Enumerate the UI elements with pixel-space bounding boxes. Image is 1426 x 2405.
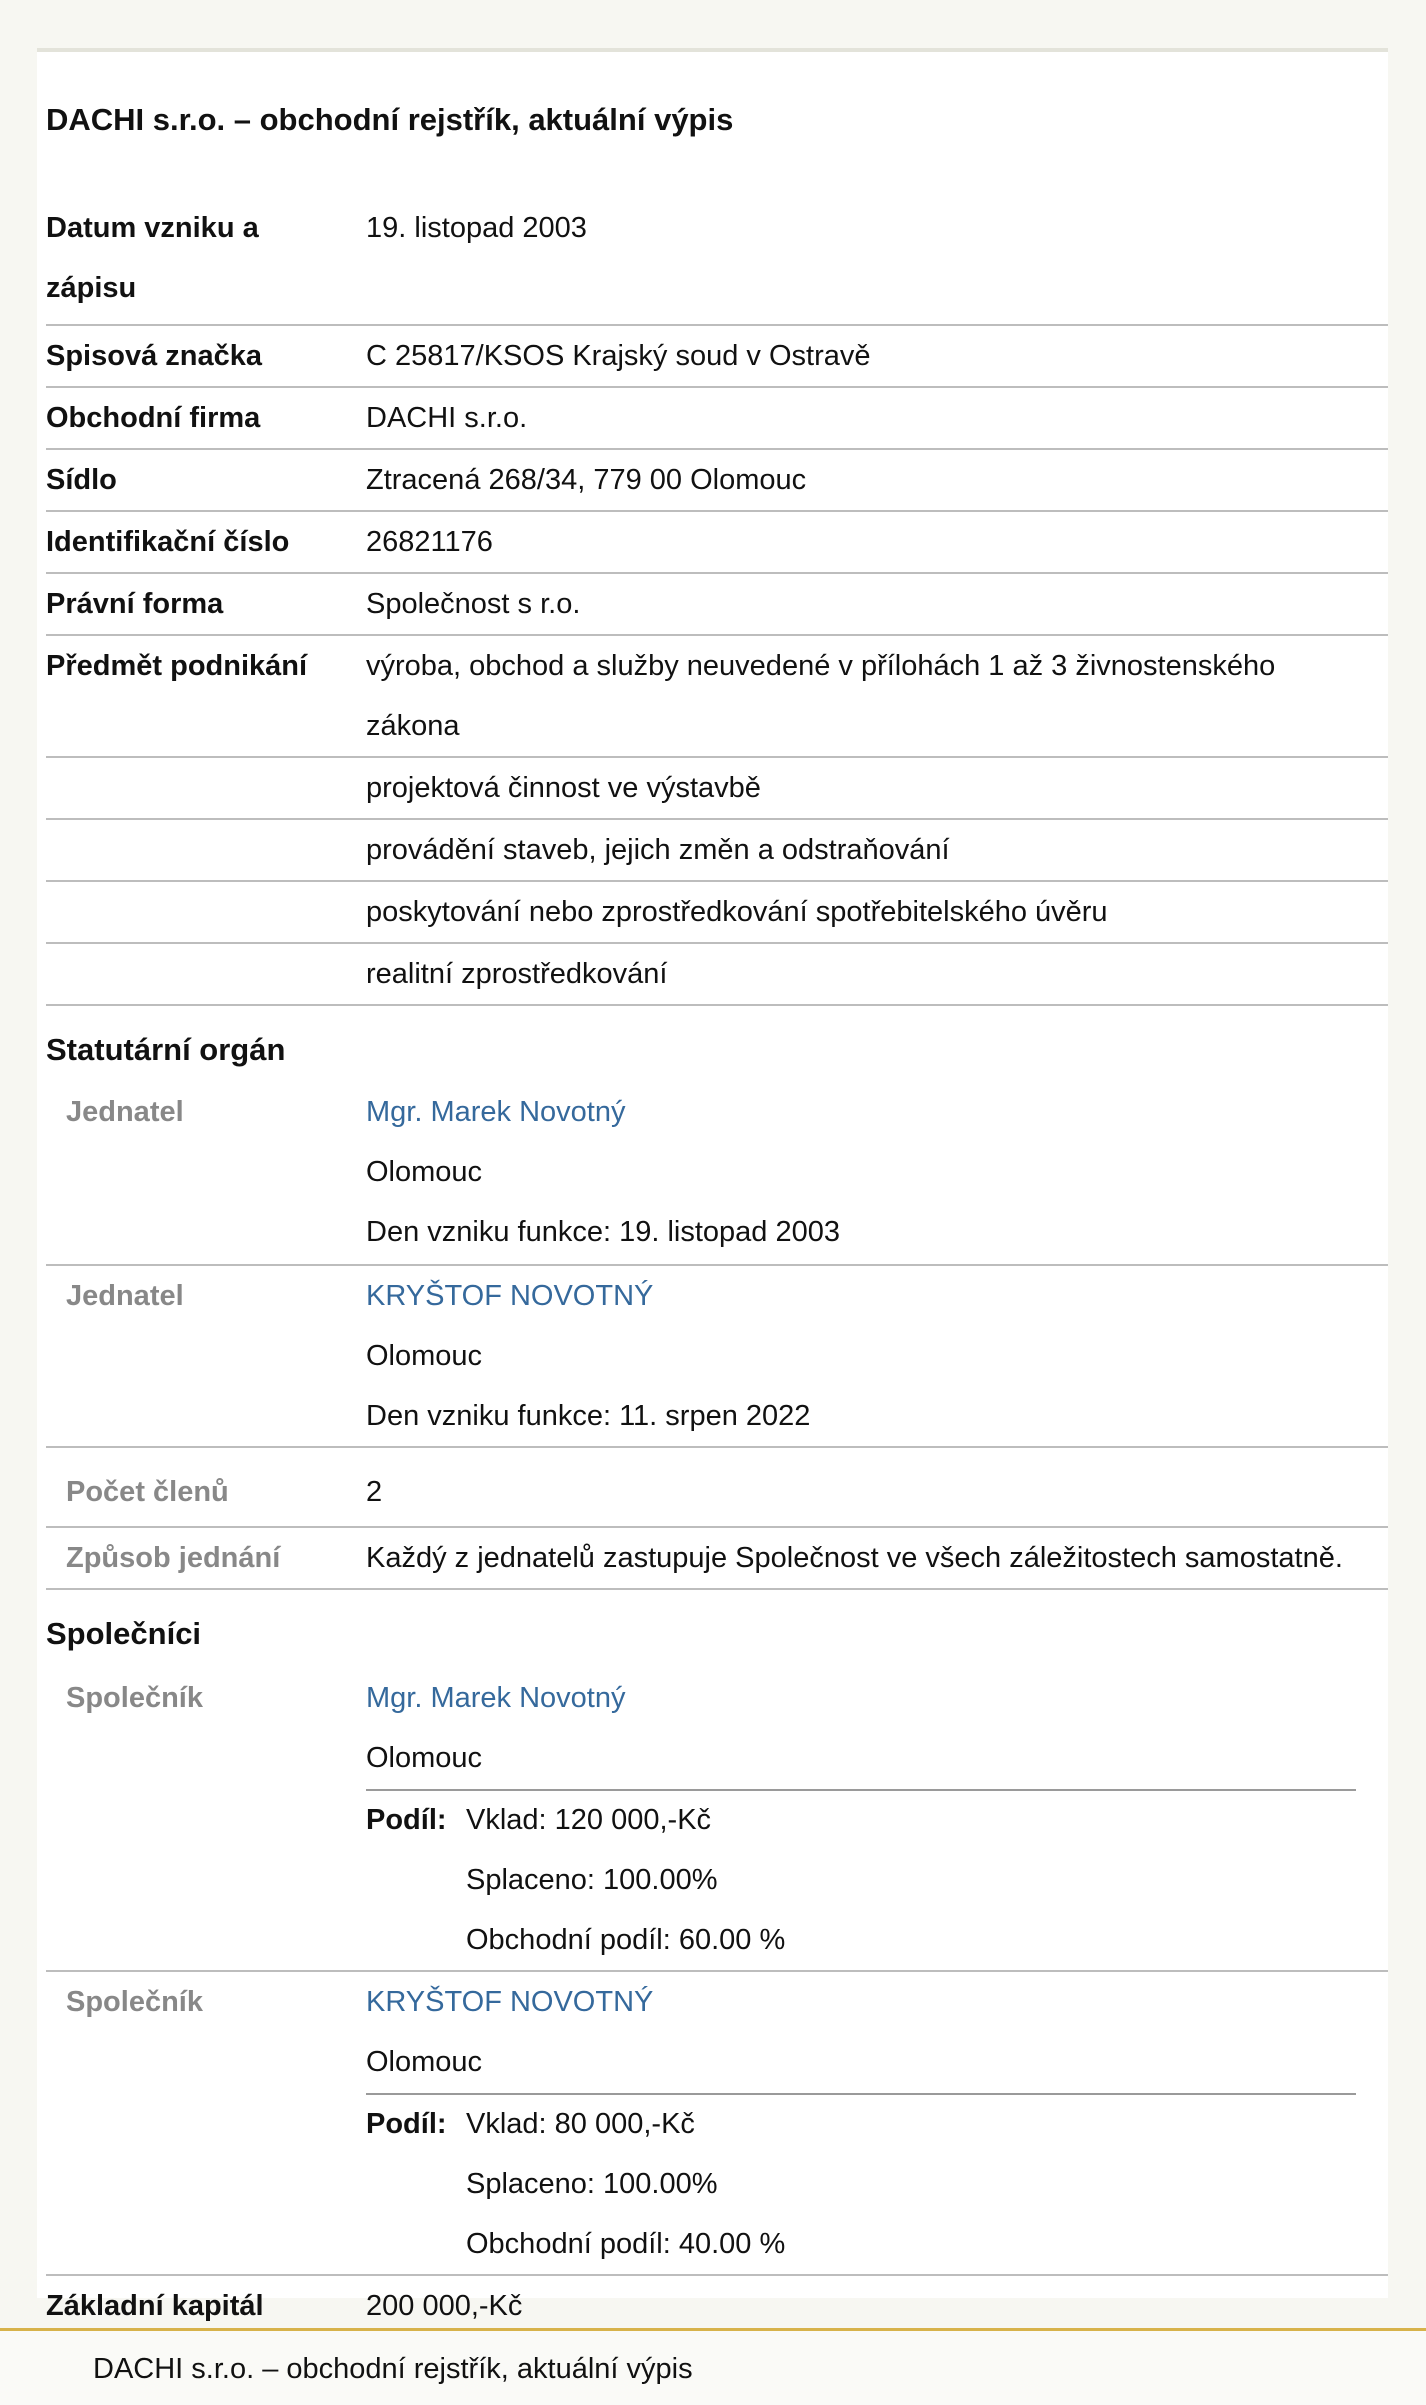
row-jednatel-1	[46, 1082, 1388, 1266]
row-predmet-3	[46, 820, 1388, 882]
row-label: Sídlo	[46, 464, 117, 496]
share-label: Podíl:	[366, 1804, 447, 1836]
row-label: Obchodní firma	[46, 402, 261, 434]
person-link[interactable]: Mgr. Marek Novotný	[366, 1096, 626, 1128]
row-label: Předmět podnikání	[46, 650, 308, 682]
person-since: Den vzniku funkce: 19. listopad 2003	[366, 1216, 840, 1248]
row-spolecnik-2	[46, 1972, 1388, 2276]
row-value: Ztracená 268/34, 779 00 Olomouc	[366, 464, 807, 496]
row-label: Společník	[66, 1682, 203, 1714]
row-sidlo	[46, 450, 1388, 512]
row-value: projektová činnost ve výstavbě	[366, 772, 761, 804]
row-predmet-2	[46, 758, 1388, 820]
row-value: poskytování nebo zprostředkování spotřebitelského úvěru	[366, 896, 1108, 928]
person-link[interactable]: Mgr. Marek Novotný	[366, 1682, 626, 1714]
share-vklad: Vklad: 120 000,-Kč	[466, 1804, 712, 1836]
share-splaceno: Splaceno: 100.00%	[466, 2168, 718, 2200]
row-label: Způsob jednání	[66, 1542, 281, 1574]
row-predmet-4	[46, 882, 1388, 944]
registry-card	[37, 48, 1388, 2322]
person-city: Olomouc	[366, 1742, 483, 1774]
row-label: Základní kapitál	[46, 2290, 264, 2322]
row-zpusob-jednani	[46, 1528, 1388, 1590]
row-label: Počet členů	[66, 1476, 229, 1508]
person-link[interactable]: KRYŠTOF NOVOTNÝ	[366, 1986, 654, 2018]
row-spisova-znacka	[46, 326, 1388, 388]
row-spolecnik-1	[46, 1668, 1388, 1972]
row-value: 2	[366, 1476, 383, 1508]
row-pocet-clenu	[46, 1448, 1388, 1528]
person-since: Den vzniku funkce: 11. srpen 2022	[366, 1400, 811, 1432]
row-label: Společník	[66, 1986, 203, 2018]
section-statutarni-organ: Statutární orgán	[46, 1032, 286, 1067]
share-podil: Obchodní podíl: 40.00 %	[466, 2228, 786, 2260]
row-value: Každý z jednatelů zastupuje Společnost ve všech záležitostech samostatně.	[366, 1542, 1343, 1574]
row-value: 26821176	[366, 526, 493, 558]
row-value: 19. listopad 2003	[366, 212, 587, 244]
share-podil: Obchodní podíl: 60.00 %	[466, 1924, 786, 1956]
section-spolecnici: Společníci	[46, 1616, 202, 1651]
row-label: Jednatel	[66, 1280, 184, 1312]
row-label: Datum vzniku a zápisu	[46, 212, 259, 304]
row-value: Společnost s r.o.	[366, 588, 581, 620]
row-ico	[46, 512, 1388, 574]
row-label: Právní forma	[46, 588, 224, 620]
person-link[interactable]: KRYŠTOF NOVOTNÝ	[366, 1280, 654, 1312]
row-value: C 25817/KSOS Krajský soud v Ostravě	[366, 340, 871, 372]
row-value: realitní zprostředkování	[366, 958, 668, 990]
person-city: Olomouc	[366, 1340, 483, 1372]
row-value: provádění staveb, jejich změn a odstraňování	[366, 834, 950, 866]
page-title: DACHI s.r.o. – obchodní rejstřík, aktuální výpis	[46, 102, 734, 137]
row-datum-vzniku	[46, 198, 1388, 326]
row-value: 200 000,-Kč	[366, 2290, 523, 2322]
row-jednatel-2	[46, 1266, 1388, 1448]
row-predmet-1	[46, 636, 1388, 758]
share-vklad: Vklad: 80 000,-Kč	[466, 2108, 695, 2140]
row-label: Spisová značka	[46, 340, 262, 372]
footer-text: DACHI s.r.o. – obchodní rejstřík, aktuální výpis	[93, 2353, 693, 2385]
row-predmet-5	[46, 944, 1388, 1006]
share-splaceno: Splaceno: 100.00%	[466, 1864, 718, 1896]
share-label: Podíl:	[366, 2108, 447, 2140]
person-city: Olomouc	[366, 1156, 483, 1188]
row-pravni-forma	[46, 574, 1388, 636]
footer	[0, 2328, 1426, 2405]
row-obchodni-firma	[46, 388, 1388, 450]
person-city: Olomouc	[366, 2046, 483, 2078]
row-label: Jednatel	[66, 1096, 184, 1128]
row-value: DACHI s.r.o.	[366, 402, 528, 434]
row-value: výroba, obchod a služby neuvedené v přílohách 1 až 3 živnostenského zákona	[366, 650, 1276, 742]
row-label: Identifikační číslo	[46, 526, 290, 558]
